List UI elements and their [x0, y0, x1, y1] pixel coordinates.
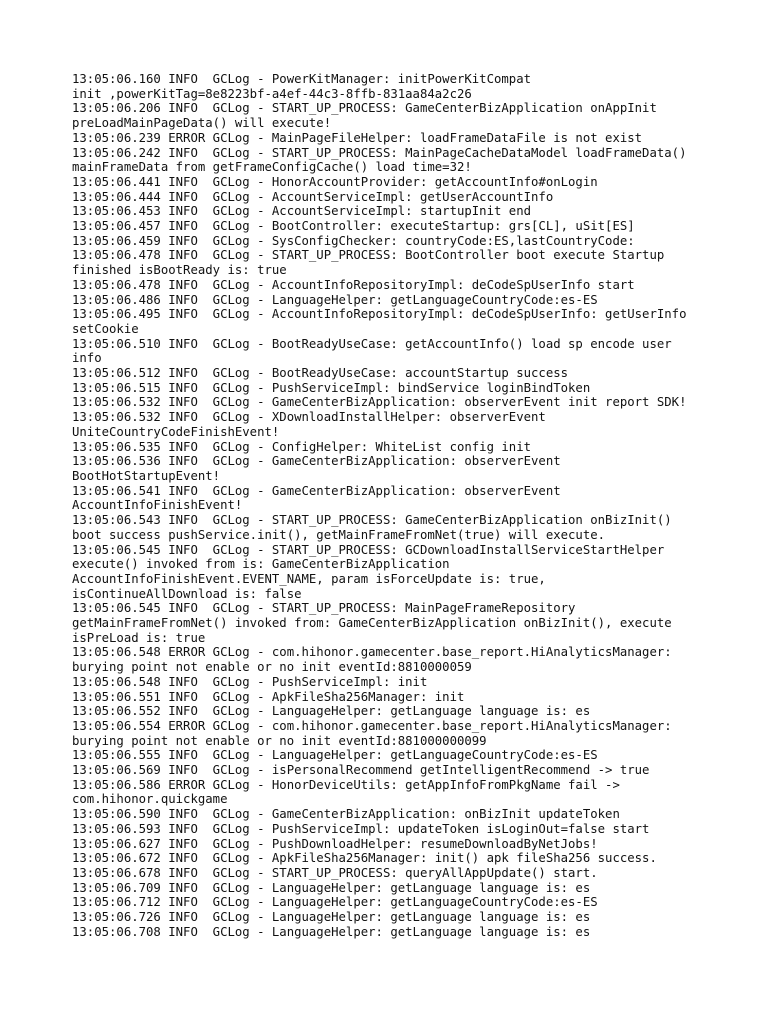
- log-entry: 13:05:06.242 INFO GCLog - START_UP_PROCESS: MainPageCacheDataModel loadFrameData() mainFrameData from getFrameConfigCache() load time=32!: [72, 145, 687, 175]
- log-entry: 13:05:06.444 INFO GCLog - AccountServiceImpl: getUserAccountInfo: [72, 189, 554, 204]
- log-entry: 13:05:06.552 INFO GCLog - LanguageHelper: getLanguage language is: es: [72, 704, 591, 719]
- log-entry: 13:05:06.478 INFO GCLog - AccountInfoRepositoryImpl: deCodeSpUserInfo start: [72, 277, 635, 292]
- log-entry: 13:05:06.548 ERROR GCLog - com.hihonor.gamecenter.base_report.HiAnalyticsManager: burying point not enable or no init eventId:8810000059: [72, 645, 672, 675]
- log-entry: 13:05:06.495 INFO GCLog - AccountInfoRepositoryImpl: deCodeSpUserInfo: getUserInfo setCookie: [72, 307, 687, 336]
- log-entry: 13:05:06.543 INFO GCLog - START_UP_PROCESS: GameCenterBizApplication onBizInit() boot success pushService.init(), getMainFrameFromNet(true) will execute.: [72, 513, 672, 542]
- log-entry: 13:05:06.569 INFO GCLog - isPersonalRecommend getIntelligentRecommend -> true: [72, 763, 650, 778]
- log-entry: 13:05:06.206 INFO GCLog - START_UP_PROCESS: GameCenterBizApplication onAppInit preLoadMainPageData() will execute!: [72, 101, 657, 131]
- log-entry: 13:05:06.678 INFO GCLog - START_UP_PROCESS: queryAllAppUpdate() start.: [72, 865, 598, 880]
- log-entry: 13:05:06.478 INFO GCLog - START_UP_PROCESS: BootController boot execute Startup finished isBootReady is: true: [72, 248, 665, 278]
- log-entry: 13:05:06.532 INFO GCLog - GameCenterBizApplication: observerEvent init report SDK!: [72, 395, 687, 410]
- log-entry: 13:05:06.555 INFO GCLog - LanguageHelper: getLanguageCountryCode:es-ES: [72, 748, 598, 763]
- log-entry: 13:05:06.441 INFO GCLog - HonorAccountProvider: getAccountInfo#onLogin: [72, 174, 598, 189]
- log-entry: 13:05:06.627 INFO GCLog - PushDownloadHelper: resumeDownloadByNetJobs!: [72, 836, 598, 851]
- log-entry: 13:05:06.545 INFO GCLog - START_UP_PROCESS: GCDownloadInstallServiceStartHelper execute() invoked from is: GameCenterBizApplication AccountInfoFinishEvent.EVENT_NAME, param isForceUpdate is: true, isContinueAllDownload is: false: [72, 542, 665, 601]
- log-entry: 13:05:06.672 INFO GCLog - ApkFileSha256Manager: init() apk fileSha256 success.: [72, 851, 657, 866]
- log-entry: 13:05:06.515 INFO GCLog - PushServiceImpl: bindService loginBindToken: [72, 380, 591, 395]
- log-entry: 13:05:06.486 INFO GCLog - LanguageHelper: getLanguageCountryCode:es-ES: [72, 292, 598, 307]
- log-entry: 13:05:06.510 INFO GCLog - BootReadyUseCase: getAccountInfo() load sp encode user info: [72, 336, 672, 366]
- log-entry: 13:05:06.593 INFO GCLog - PushServiceImpl: updateToken isLoginOut=false start: [72, 821, 650, 836]
- log-entry: 13:05:06.709 INFO GCLog - LanguageHelper: getLanguage language is: es: [72, 880, 591, 895]
- log-entry: 13:05:06.545 INFO GCLog - START_UP_PROCESS: MainPageFrameRepository getMainFrameFromNet() invoked from: GameCenterBizApplication onBizInit(), execute isPreLoad is: true: [72, 601, 672, 645]
- log-entry: 13:05:06.532 INFO GCLog - XDownloadInstallHelper: observerEvent UniteCountryCodeFinishEvent!: [72, 410, 546, 439]
- log-entry: 13:05:06.512 INFO GCLog - BootReadyUseCase: accountStartup success: [72, 366, 569, 381]
- log-entry: 13:05:06.712 INFO GCLog - LanguageHelper: getLanguageCountryCode:es-ES: [72, 895, 598, 910]
- log-entry: 13:05:06.536 INFO GCLog - GameCenterBizApplication: observerEvent BootHotStartupEvent!: [72, 454, 561, 483]
- log-entry: 13:05:06.586 ERROR GCLog - HonorDeviceUtils: getAppInfoFromPkgName fail -> com.hihonor.quickgame: [72, 777, 620, 807]
- log-entry: 13:05:06.726 INFO GCLog - LanguageHelper: getLanguage language is: es: [72, 910, 591, 925]
- log-entry: 13:05:06.160 INFO GCLog - PowerKitManager: initPowerKitCompat init ,powerKitTag=8e8223bf-a4ef-44c3-8ffb-831aa84a2c26: [72, 72, 532, 101]
- log-entry: 13:05:06.548 INFO GCLog - PushServiceImpl: init: [72, 674, 428, 689]
- log-entry: 13:05:06.239 ERROR GCLog - MainPageFileHelper: loadFrameDataFile is not exist: [72, 130, 643, 145]
- log-entry: 13:05:06.590 INFO GCLog - GameCenterBizApplication: onBizInit updateToken: [72, 807, 620, 822]
- log-entry: 13:05:06.453 INFO GCLog - AccountServiceImpl: startupInit end: [72, 204, 532, 219]
- log-entry: 13:05:06.554 ERROR GCLog - com.hihonor.gamecenter.base_report.HiAnalyticsManager: burying point not enable or no init eventId:881000000099: [72, 718, 672, 748]
- log-entry: 13:05:06.459 INFO GCLog - SysConfigChecker: countryCode:ES,lastCountryCode:: [72, 233, 635, 248]
- log-entry: 13:05:06.457 INFO GCLog - BootController: executeStartup: grs[CL], uSit[ES]: [72, 219, 635, 234]
- log-entry: 13:05:06.535 INFO GCLog - ConfigHelper: WhiteList config init: [72, 439, 532, 454]
- log-entry: 13:05:06.551 INFO GCLog - ApkFileSha256Manager: init: [72, 689, 465, 704]
- log-document: [72, 72, 712, 939]
- log-entry: 13:05:06.708 INFO GCLog - LanguageHelper: getLanguage language is: es: [72, 924, 591, 939]
- log-entry: 13:05:06.541 INFO GCLog - GameCenterBizApplication: observerEvent AccountInfoFinishEvent!: [72, 483, 561, 513]
